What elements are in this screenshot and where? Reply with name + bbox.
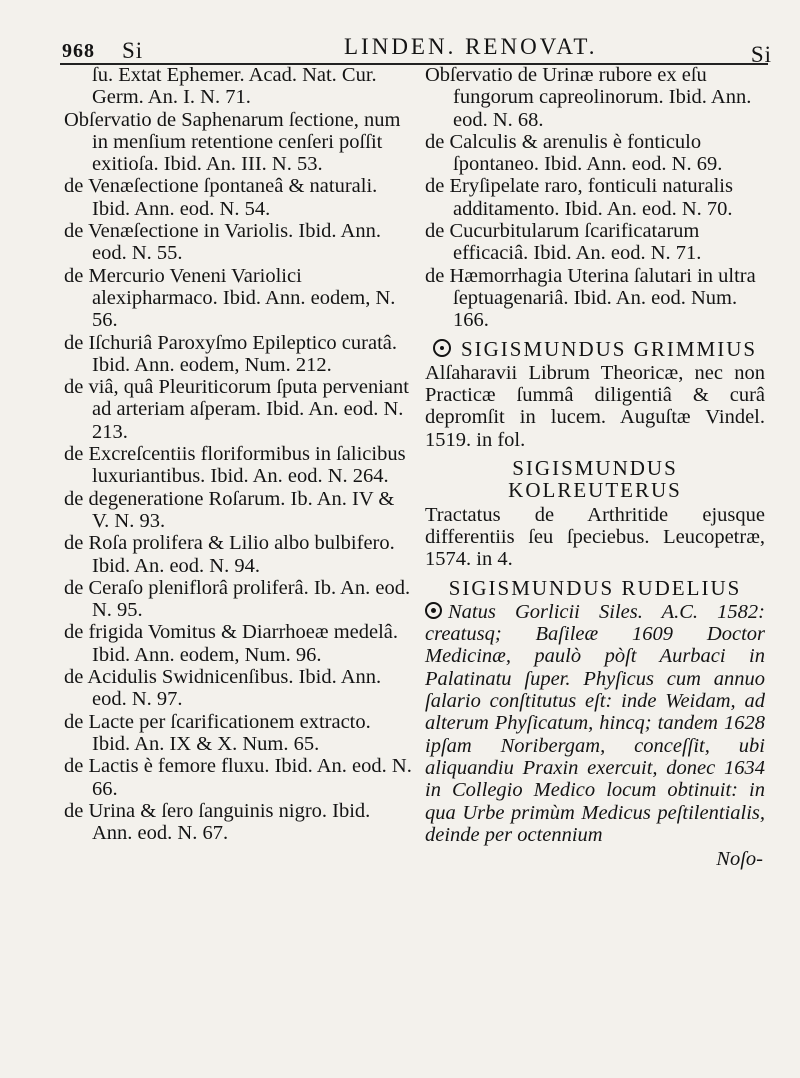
author-entry: Alſaharavii Librum Theoricæ, nec non Practicæ ſummâ diligentiâ & curâ depromſit in lucem. Auguſtæ Vindel. 1519. in fol. <box>425 361 765 451</box>
author-heading <box>425 457 765 502</box>
bibliographic-entry: de degeneratione Roſarum. Ib. An. IV & V. N. 93. <box>64 487 395 532</box>
author-entry: Tractatus de Arthritide ejusque differentiis ſeu ſpeciebus. Leucopetræ, 1574. in 4. <box>425 503 765 571</box>
bibliographic-entry: de Lactis è femore fluxu. Ibid. An. eod. N. 66. <box>64 755 412 800</box>
bibliographic-entry: de Acidulis Swidnicenſibus. Ibid. Ann. eod. N. 97. <box>64 666 382 711</box>
running-head-title: LINDEN. RENOVAT. <box>344 34 598 59</box>
right-column <box>425 64 765 870</box>
bibliographic-entry: Obſervatio de Saphenarum ſectione, num in menſium retentione cenſeri poſſit exitioſa. Ibid. An. III. N. 53. <box>64 108 401 176</box>
author-heading <box>425 577 765 599</box>
bibliographic-entry: de Lacte per ſcarificationem extracto. Ibid. An. IX & X. Num. 65. <box>64 710 371 755</box>
bibliographic-entry: de Hæmorrhagia Uterina ſalutari in ultra ſeptuagenariâ. Ibid. An. eod. Num. 166. <box>425 264 756 332</box>
bibliographic-entry: de Venæſectione ſpontaneâ & naturali. Ibid. Ann. eod. N. 54. <box>64 175 378 220</box>
left-column <box>64 64 412 844</box>
author-name: SIGISMUNDUS KOLREUTERUS <box>508 456 682 503</box>
bibliographic-entry: de Ceraſo pleniflorâ proliferâ. Ib. An. eod. N. 95. <box>64 576 411 622</box>
bibliographic-entry: ſu. Extat Ephemer. Acad. Nat. Cur. Germ. An. I. N. 71. <box>92 64 377 109</box>
catchword: Noſo- <box>716 848 763 871</box>
running-head-left-word: Si <box>122 38 144 63</box>
bibliographic-entry: de Iſchuriâ Paroxyſmo Epileptico curatâ. Ibid. Ann. eodem, Num. 212. <box>64 331 398 376</box>
bibliographic-entry: de Eryſipelate raro, fonticuli naturalis additamento. Ibid. An. eod. N. 70. <box>425 175 733 220</box>
author-heading <box>425 338 765 360</box>
bibliographic-entry: de Excreſcentiis floriformibus in ſalicibus luxuriantibus. Ibid. An. eod. N. 264. <box>64 443 406 488</box>
author-name: SIGISMUNDUS RUDELIUS <box>448 575 742 600</box>
bibliographic-entry: de frigida Vomitus & Diarrhoeæ medelâ. Ibid. Ann. eodem, Num. 96. <box>64 621 399 666</box>
bibliographic-entry: de Urina & ſero ſanguinis nigro. Ibid. Ann. eod. N. 67. <box>64 799 371 845</box>
sun-symbol-icon <box>433 339 451 357</box>
bibliographic-entry: de Cucurbitularum ſcarificatarum efficaciâ. Ibid. An. eod. N. 71. <box>425 220 702 265</box>
bibliographic-entry: Obſervatio de Urinæ rubore ex eſu fungorum capreolinorum. Ibid. Ann. eod. N. 68. <box>425 64 752 131</box>
sun-symbol-icon <box>425 602 442 619</box>
bibliographic-entry: de Calculis & arenulis è fonticulo ſpontaneo. Ibid. Ann. eod. N. 69. <box>425 130 723 176</box>
author-biography <box>425 601 765 846</box>
author-name: SIGISMUNDUS GRIMMIUS <box>460 336 758 361</box>
bibliographic-entry: de viâ, quâ Pleuriticorum ſputa perveniant ad arteriam aſperam. Ibid. An. eod. N. 213. <box>64 376 409 443</box>
bibliographic-entry: de Venæſectione in Variolis. Ibid. Ann. eod. N. 55. <box>64 220 381 265</box>
running-head <box>62 34 772 67</box>
page-number: 968 <box>62 40 95 62</box>
bibliographic-entry: de Roſa prolifera & Lilio albo bulbifero. Ibid. An. eod. N. 94. <box>64 532 395 577</box>
running-head-right-word: Si <box>750 42 772 67</box>
biography-text: Natus Gorlicii Siles. A.C. 1582: creatusq; Baſileæ 1609 Doctor Medicinæ, paulò pòſt Aurbaci in Palatinatu ſuper. Phyſicus cum annuo ſalario conſtitutus eſt: inde Weidam, ad alterum Phyſicatum, hincq; tandem 1628 ipſam Noribergam, conceſſit, ubi aliquandiu Praxin exercuit, donec 1634 in Collegio Medico locum obtinuit: in qua Urbe primùm Medicus peſtilentialis, deinde per octennium <box>425 600 765 846</box>
bibliographic-entry: de Mercurio Veneni Variolici alexipharmaco. Ibid. Ann. eodem, N. 56. <box>64 264 396 332</box>
